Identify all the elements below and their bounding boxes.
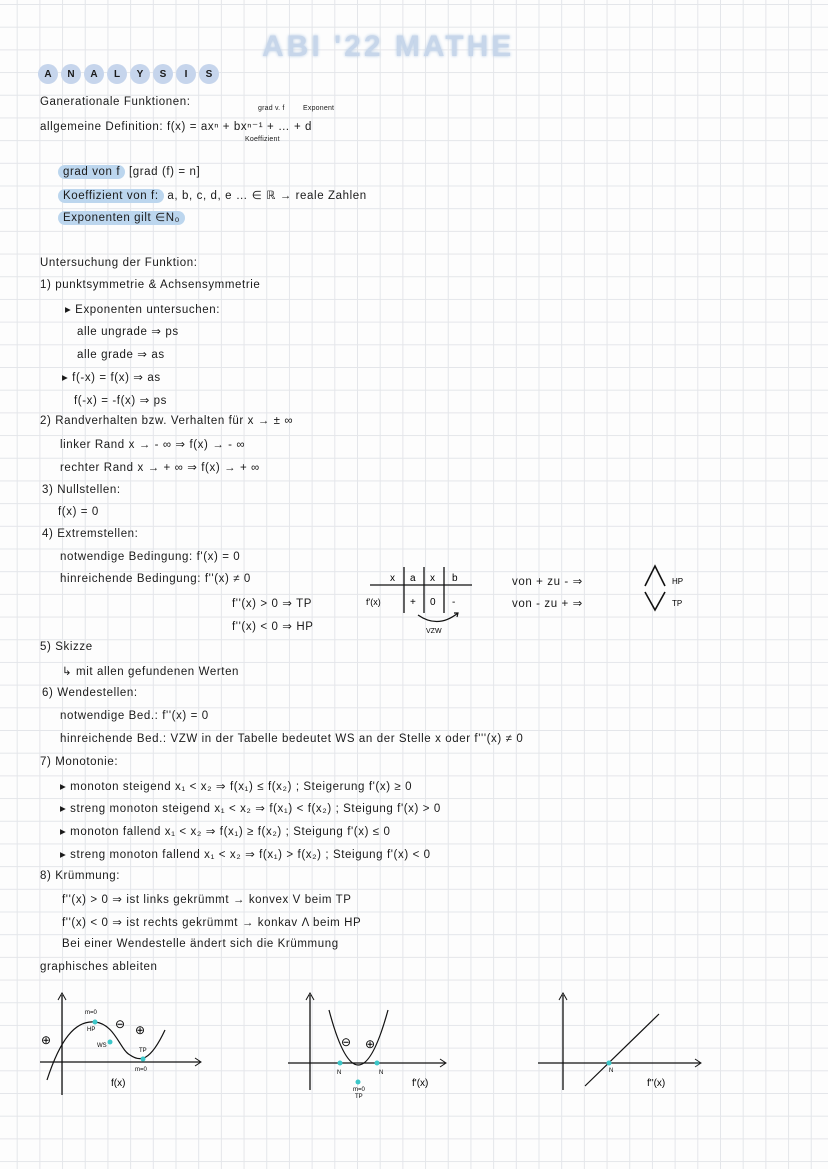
hp-point	[93, 1020, 98, 1025]
section-heading-analysis	[38, 64, 219, 84]
graph-label: ⊕	[41, 1033, 52, 1047]
tp-label: TP	[672, 599, 683, 608]
subheading: Untersuchung der Funktion:	[40, 257, 198, 269]
graph-label: HP	[87, 1027, 96, 1033]
text: ▸ monoton steigend x₁ < x₂ ⇒ f(x₁) ≤ f(x₂) ; Steigerung f'(x) ≥ 0	[60, 781, 413, 793]
sign-table	[360, 563, 480, 635]
text: f(x) = 0	[58, 506, 99, 518]
text: alle grade ⇒ as	[77, 349, 165, 361]
n-point	[375, 1061, 380, 1066]
graph-label: TP	[139, 1048, 147, 1054]
section-title: 5) Skizze	[40, 641, 93, 653]
annotation: Exponent	[303, 105, 335, 112]
highlight-text: Koeffizient von f:	[58, 189, 164, 203]
section-title: 6) Wendestellen:	[42, 687, 138, 699]
annotation: grad v. f	[258, 105, 285, 112]
section-title: 7) Monotonie:	[40, 756, 119, 768]
text: ▸ monoton fallend x₁ < x₂ ⇒ f(x₁) ≥ f(x₂) ; Steigung f'(x) ≤ 0	[60, 826, 391, 838]
text: f''(x) < 0 ⇒ HP	[232, 621, 314, 633]
table-header: x	[390, 573, 395, 584]
table-cell: -	[452, 597, 456, 608]
graph-f	[35, 990, 215, 1100]
tp-point	[141, 1057, 146, 1062]
section-title: 8) Krümmung:	[40, 870, 121, 882]
ws-point	[108, 1040, 113, 1045]
graph-label: m=0	[135, 1067, 147, 1073]
table-header: b	[452, 573, 458, 584]
table-header: x	[430, 573, 435, 584]
text: f(-x) = -f(x) ⇒ ps	[74, 395, 167, 407]
hp-label: HP	[672, 577, 684, 586]
text: alle ungrade ⇒ ps	[77, 326, 179, 338]
text: f''(x) < 0 ⇒ ist rechts gekrümmt → konkav Λ beim HP	[62, 917, 362, 929]
graph-label: TP	[355, 1094, 363, 1100]
section-title: 3) Nullstellen:	[42, 484, 121, 496]
section-title: 4) Extremstellen:	[42, 528, 139, 540]
text: ▸ streng monoton fallend x₁ < x₂ ⇒ f(x₁) > f(x₂) ; Steigung f'(x) < 0	[60, 849, 431, 861]
table-cell: 0	[430, 597, 436, 608]
graph-label: ⊖	[115, 1017, 126, 1031]
text: ▸ streng monoton steigend x₁ < x₂ ⇒ f(x₁) < f(x₂) ; Steigung f'(x) > 0	[60, 803, 441, 815]
graph-label: m=0	[353, 1087, 365, 1093]
text: a, b, c, d, e … ∈ ℝ → reale Zahlen	[167, 190, 367, 202]
heading-letter: L	[107, 64, 127, 84]
subheading: graphisches ableiten	[40, 961, 158, 973]
text: notwendige Bed.: f''(x) = 0	[60, 710, 209, 722]
subheading: Ganerationale Funktionen:	[40, 96, 191, 108]
text: rechter Rand x → + ∞ ⇒ f(x) → + ∞	[60, 462, 260, 474]
section-title: 1) punktsymmetrie & Achsensymmetrie	[40, 279, 261, 291]
n-point	[338, 1061, 343, 1066]
graph-title: f(x)	[111, 1078, 126, 1089]
graph-f-prime	[285, 990, 485, 1105]
vzw-label: VZW	[426, 628, 442, 635]
text: notwendige Bedingung: f'(x) = 0	[60, 551, 241, 563]
text: f''(x) > 0 ⇒ ist links gekrümmt → konvex V beim TP	[62, 894, 352, 906]
graph-label: N	[337, 1070, 342, 1076]
graph-label: WS	[97, 1043, 107, 1049]
text: linker Rand x → - ∞ ⇒ f(x) → - ∞	[60, 439, 246, 451]
graph-label: ⊖	[341, 1035, 352, 1049]
heading-letter: A	[38, 64, 58, 84]
highlight-text: Exponenten gilt ∈N₀	[58, 211, 185, 225]
table-cell: +	[410, 597, 416, 608]
annotation: Koeffizient	[245, 136, 280, 143]
n-point	[607, 1061, 612, 1066]
text: von + zu - ⇒	[512, 576, 583, 588]
heading-letter: A	[84, 64, 104, 84]
tp-point	[356, 1080, 361, 1085]
graph-title: f'(x)	[412, 1078, 429, 1089]
text: [grad (f) = n]	[128, 166, 201, 178]
graph-label: ⊕	[365, 1037, 376, 1051]
text: ↳ mit allen gefundenen Werten	[62, 666, 240, 678]
heading-letter: S	[199, 64, 219, 84]
heading-letter: Y	[130, 64, 150, 84]
graph-label: N	[379, 1070, 384, 1076]
table-header: a	[410, 573, 416, 584]
heading-letter: N	[61, 64, 81, 84]
definition: allgemeine Definition: f(x) = axⁿ + bxⁿ⁻¹ + … + d	[40, 121, 313, 133]
table-cell: f'(x)	[366, 597, 381, 607]
graph-title: f''(x)	[647, 1078, 666, 1089]
heading-letter: S	[153, 64, 173, 84]
graph-label: N	[609, 1068, 614, 1074]
heading-letter: I	[176, 64, 196, 84]
page-title: ABI '22 MATHE	[262, 30, 515, 63]
text: f''(x) > 0 ⇒ TP	[232, 598, 313, 610]
text: Bei einer Wendestelle ändert sich die Krümmung	[62, 938, 339, 950]
graph-label: ⊕	[135, 1023, 146, 1037]
text: von - zu + ⇒	[512, 598, 583, 610]
section-title: 2) Randverhalten bzw. Verhalten für x → ± ∞	[40, 415, 294, 427]
highlight-text: grad von f	[58, 165, 125, 179]
text: ▸ f(-x) = f(x) ⇒ as	[62, 372, 161, 384]
graph-f-double-prime	[535, 990, 715, 1100]
text: hinreichende Bedingung: f''(x) ≠ 0	[60, 573, 251, 585]
text: hinreichende Bed.: VZW in der Tabelle bedeutet WS an der Stelle x oder f'''(x) ≠ 0	[60, 733, 524, 745]
graph-label: m=0	[85, 1010, 97, 1016]
text: ▸ Exponenten untersuchen:	[65, 304, 221, 316]
hp-tp-shapes-icon	[640, 562, 700, 614]
